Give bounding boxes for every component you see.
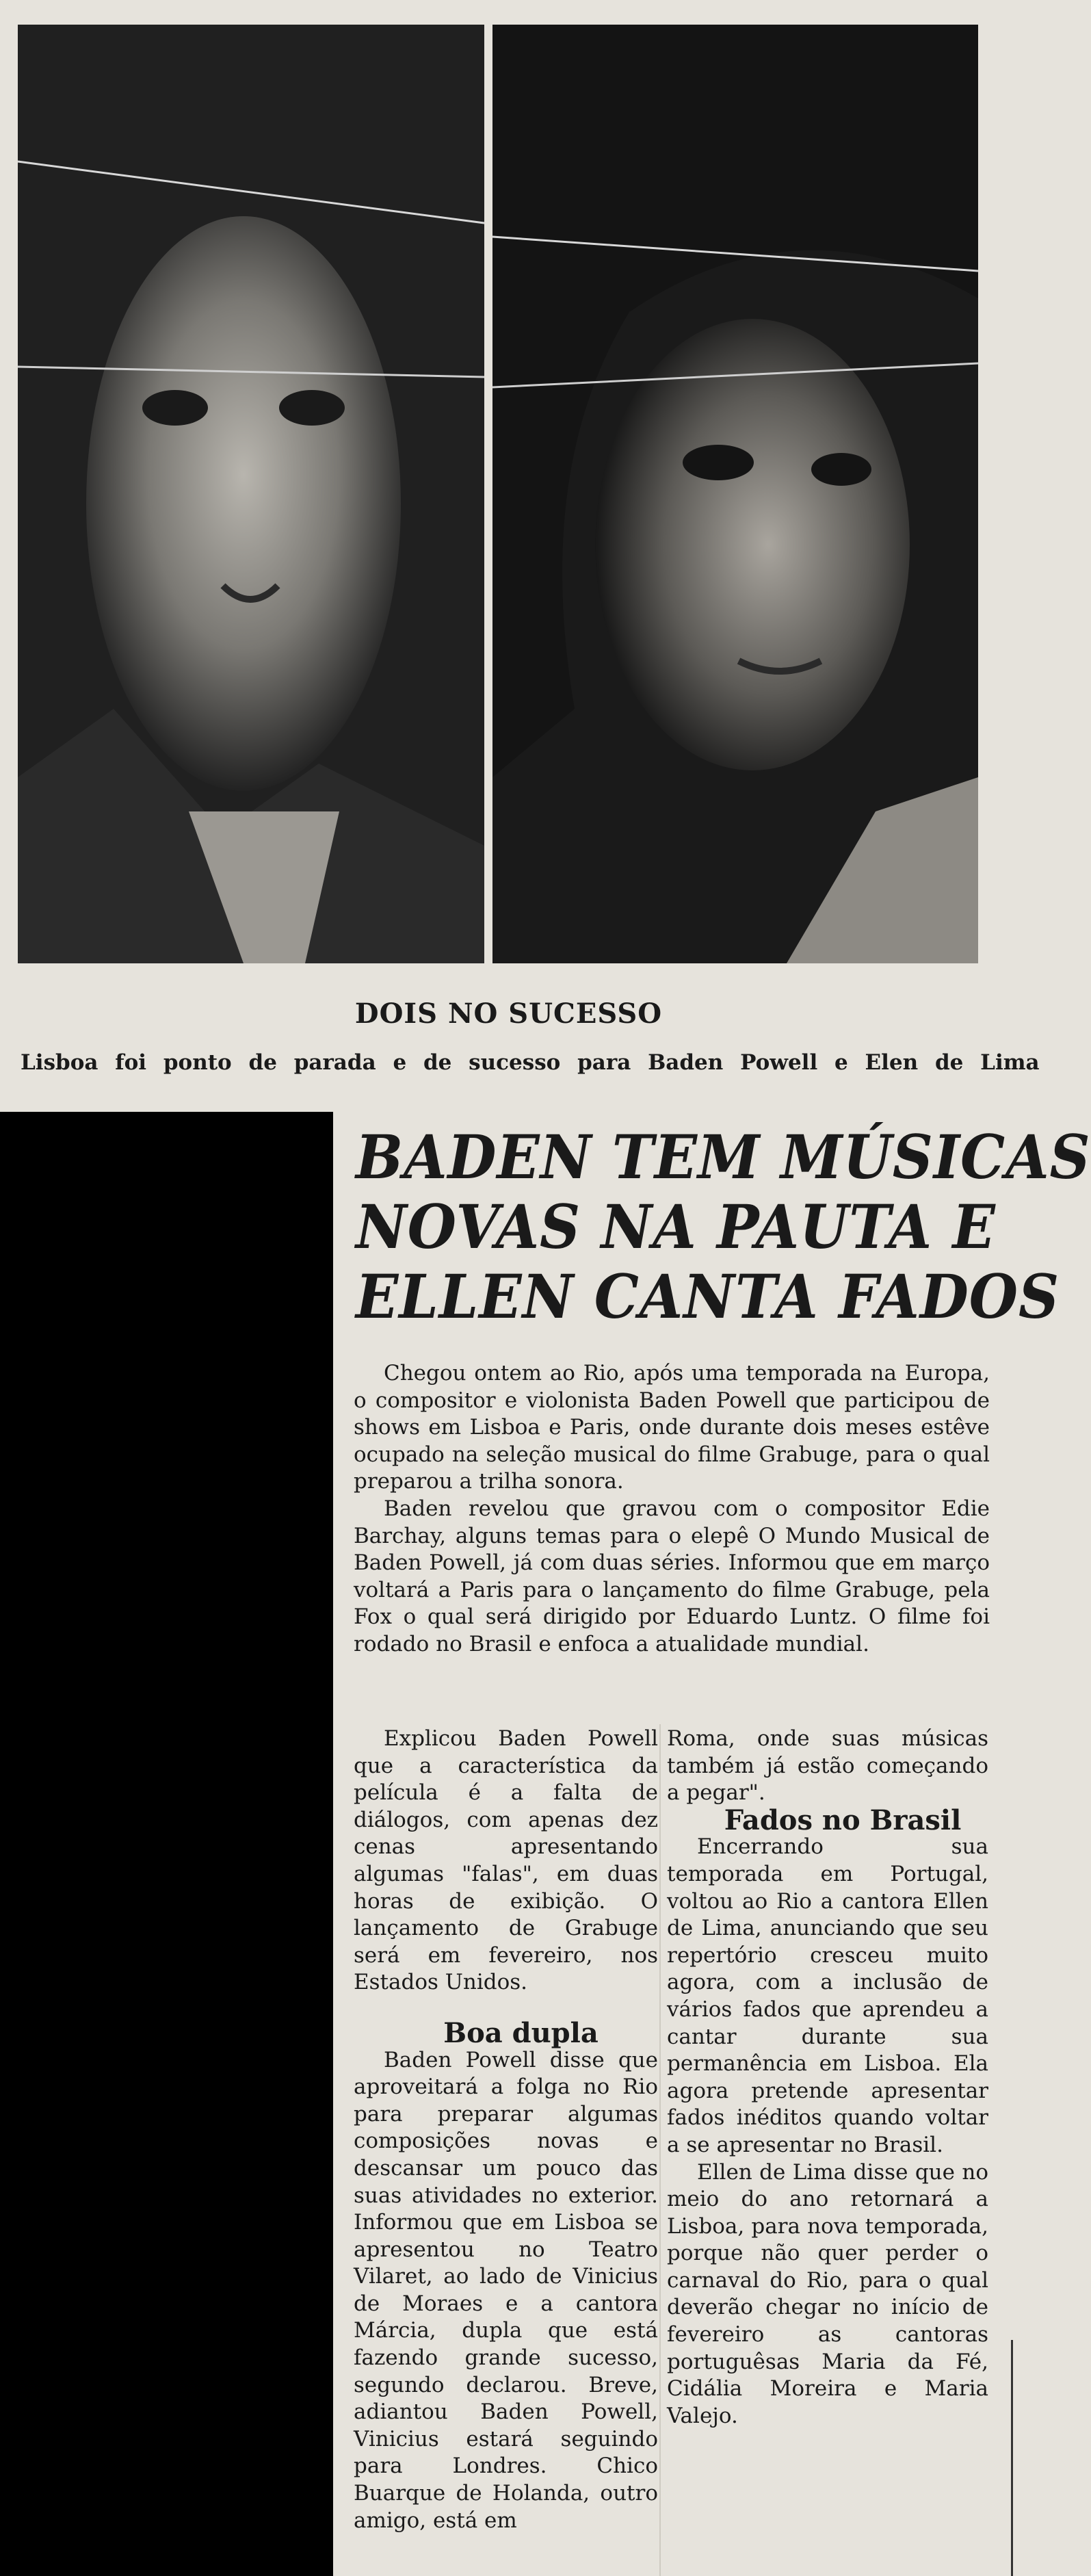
photo-ellen-de-lima (492, 25, 978, 963)
article-column-1 (354, 1726, 658, 2534)
man-portrait-image (18, 25, 484, 963)
subhead-fados-no-brasil: Fados no Brasil (724, 1804, 962, 1836)
intro-paragraph-1: Chegou ontem ao Rio, após uma temporada na Europa, o compositor e violonista Baden Powell que participou de shows em Lisboa e Paris, onde durante dois meses estêve ocupado na seleção musical do filme Grabuge, para o qual preparou a trilha sonora. (354, 1361, 990, 1494)
headline-line-2: NOVAS NA PAUTA E (356, 1191, 996, 1262)
article-headline (356, 1121, 1091, 1332)
column-divider (659, 1724, 661, 2576)
woman-portrait-image (492, 25, 978, 963)
column-2-paragraph-2: Ellen de Lima disse que no meio do ano retornará a Lisboa, para nova temporada, porque não quer perder o carnaval do Rio, para o qual deverão chegar no início de fevereiro as cantoras portuguêsas Maria da Fé, Cidália Moreira e Maria Valejo. (667, 2159, 988, 2428)
photo-baden-powell (18, 25, 484, 963)
column-1-paragraph-1: Explicou Baden Powell que a característica da película é a falta de diálogos, com apenas dez cenas apresentando algumas "falas", em duas horas de exibição. O lançamento de Grabuge será em fevereiro, nos Estados Unidos. (354, 1726, 658, 1995)
intro-paragraph-2: Baden revelou que gravou com o compositor Edie Barchay, alguns temas para o elepê O Mundo Musical de Baden Powell, já com duas séries. Informou que em março voltará a Paris para o lançamento do filme Grabuge, pela Fox o qual será dirigido por Eduardo Luntz. O filme foi rodado no Brasil e enfoca a atualidade mundial. (354, 1496, 990, 1656)
article-intro (354, 1360, 990, 1658)
column-1-paragraph-2: Baden Powell disse que aproveitará a folga no Rio para preparar algumas composições novas e descansar um pouco das suas atividades no exterior. Informou que em Lisboa se apresentou no Teatro Vilaret, ao lado de Vinicius de Moraes e a cantora Márcia, dupla que está fazendo grande sucesso, segundo declarou. Breve, adiantou Baden Powell, Vinicius estará seguindo para Londres. Chico Buarque de Holanda, outro amigo, está em (354, 2047, 658, 2533)
photo-caption-title: DOIS NO SUCESSO (354, 998, 663, 1030)
subhead-boa-dupla: Boa dupla (443, 2016, 599, 2049)
column-2-paragraph-1: Encerrando sua temporada em Portugal, voltou ao Rio a cantora Ellen de Lima, anunciando que seu repertório cresceu muito agora, com a inclusão de vários fados que aprendeu a cantar durante sua permanência em Lisboa. Ela agora pretende apresentar fados inéditos quando voltar a se apresentar no Brasil. (667, 1834, 988, 2157)
headline-line-1: BADEN TEM MÚSICAS (356, 1121, 1091, 1193)
black-area (0, 1112, 333, 2576)
article-column-2 (667, 1726, 988, 2430)
column-2-paragraph-0: Roma, onde suas músicas também já estão começando a pegar". (667, 1726, 988, 1806)
photo-caption-subtitle: Lisboa foi ponto de parada e de sucesso para Baden Powell e Elen de Lima (21, 1050, 1040, 1075)
page-edge-mark (1011, 2340, 1013, 2576)
headline-line-3: ELLEN CANTA FADOS (356, 1261, 1060, 1332)
